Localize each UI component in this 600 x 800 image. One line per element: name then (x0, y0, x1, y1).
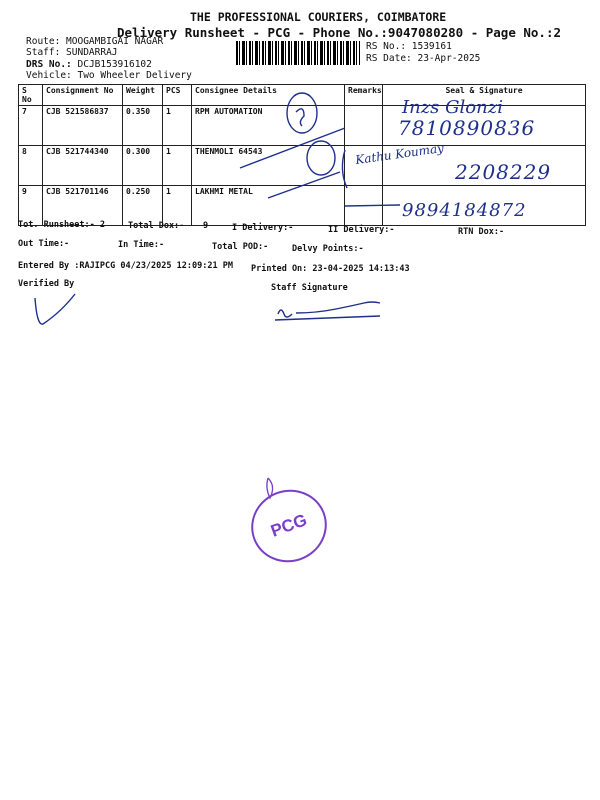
vehicle-text: Vehicle: Two Wheeler Delivery (26, 70, 192, 81)
route-text: Route: MOOGAMBIGAI NAGAR (26, 36, 164, 47)
cell-consignment: CJB 521701146 (43, 186, 123, 226)
in-time: In Time:- (118, 240, 165, 250)
cell-pcs: 1 (163, 146, 192, 186)
verified-by-label: Verified By (18, 279, 75, 289)
staff-signature-mark (275, 302, 380, 320)
company-title: THE PROFESSIONAL COURIERS, COIMBATORE (190, 10, 447, 24)
handwritten-name-row7: Inzs Glonzi (402, 97, 503, 118)
handwritten-phone-row7: 7810890836 (398, 116, 536, 140)
cell-weight: 0.300 (123, 146, 163, 186)
tick-circle-mark (307, 141, 335, 175)
tick-circle-mark (287, 93, 317, 133)
col-header-consignee: Consignee Details (192, 85, 345, 106)
strike-line (345, 205, 400, 206)
col-header-signature: Seal & Signature (383, 85, 586, 106)
cell-weight: 0.250 (123, 186, 163, 226)
rs-number: RS No.: 1539161 (366, 41, 452, 52)
cell-pcs: 1 (163, 186, 192, 226)
staff-signature-label: Staff Signature (271, 283, 348, 293)
col-header-consignment: Consignment No (43, 85, 123, 106)
total-pod: Total POD:- (212, 242, 269, 252)
second-delivery: II Delivery:- (328, 225, 395, 235)
drs-value: DCJB153916102 (77, 59, 152, 70)
total-dox-value: 9 (203, 221, 209, 231)
cell-consignment: CJB 521586837 (43, 106, 123, 146)
cell-sno: 9 (19, 186, 43, 226)
col-header-weight: Weight (123, 85, 163, 106)
printed-on: Printed On: 23-04-2025 14:13:43 (251, 264, 410, 274)
out-time: Out Time:- (18, 239, 70, 249)
total-dox-label: Total Dox:- (128, 221, 185, 231)
handwritten-name-row8: Kathu Koumay (354, 140, 445, 168)
bracket-mark (342, 150, 347, 188)
cell-consignee: RPM AUTOMATION (192, 106, 345, 146)
handwritten-phone-row8: 2208229 (455, 160, 552, 184)
verified-tick-mark (35, 294, 75, 324)
rs-date: RS Date: 23-Apr-2025 (366, 53, 481, 64)
cell-sno: 8 (19, 146, 43, 186)
cell-consignee: THENMOLI 64543 (192, 146, 345, 186)
tick-mark (296, 109, 304, 126)
col-header-remarks: Remarks (345, 85, 383, 106)
cell-weight: 0.350 (123, 106, 163, 146)
pcg-stamp: PCG (241, 479, 337, 573)
runsheet-title: Delivery Runsheet - PCG - Phone No.:9047080280 - Page No.:2 (117, 25, 562, 40)
drs-label: DRS No.: (26, 59, 72, 70)
strike-line (240, 128, 345, 168)
cell-consignee: LAKHMI METAL (192, 186, 345, 226)
handwritten-phone-row9: 9894184872 (402, 200, 527, 221)
cell-consignment: CJB 521744340 (43, 146, 123, 186)
return-dox: RTN Dox:- (458, 227, 505, 237)
staff-text: Staff: SUNDARRAJ (26, 47, 118, 58)
strike-line (268, 172, 340, 198)
cell-sno: 7 (19, 106, 43, 146)
first-delivery: I Delivery:- (232, 223, 294, 233)
delivery-points: Delvy Points:- (292, 244, 364, 254)
total-runsheet: Tot. Runsheet:- 2 (18, 220, 105, 230)
col-header-sno: S No (19, 85, 43, 106)
entered-by: Entered By :RAJIPCG 04/23/2025 12:09:21 PM (18, 261, 233, 271)
cell-pcs: 1 (163, 106, 192, 146)
col-header-pcs: PCS (163, 85, 192, 106)
